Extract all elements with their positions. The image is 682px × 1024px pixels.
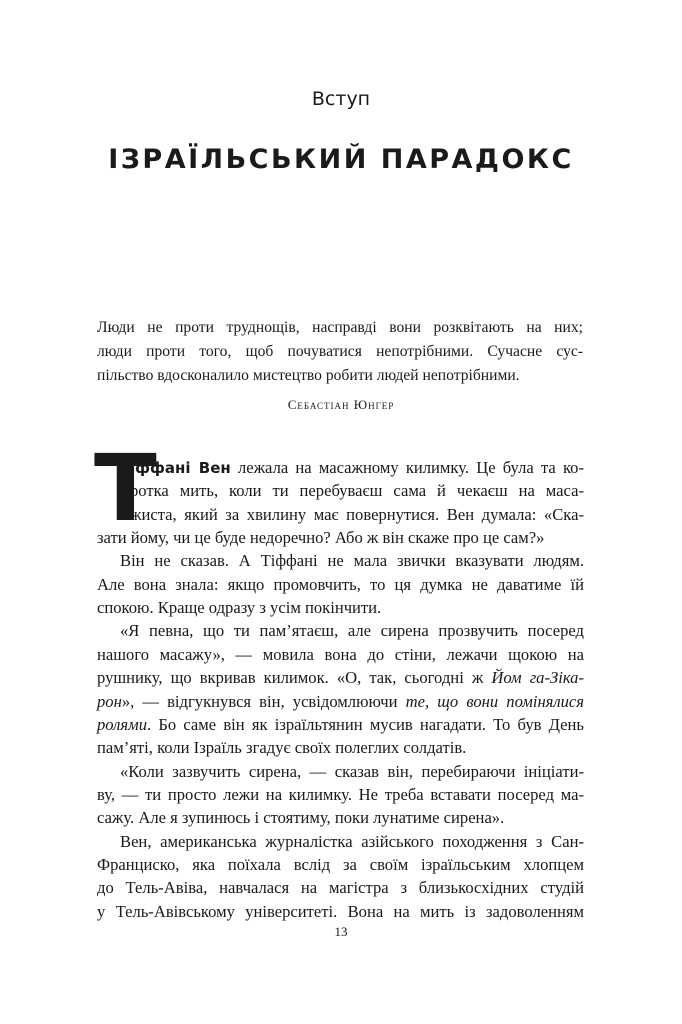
chapter-title: ІЗРАЇЛЬСЬКИЙ ПАРАДОКС xyxy=(108,144,574,175)
chapter-label: Вступ xyxy=(311,88,371,110)
body-line xyxy=(97,878,584,898)
body-line xyxy=(97,692,584,712)
text-segment: «Я певна, що ти пам’ятаєш, але сирена прозвучить посеред xyxy=(120,621,584,641)
body-line xyxy=(97,668,584,688)
epigraph-author: Себастіан Юнгер xyxy=(287,397,395,412)
text-segment: нашого масажу», — мовила вона до стіни, лежачи щокою на xyxy=(97,644,584,664)
body-line xyxy=(120,762,584,782)
body-line xyxy=(120,832,584,852)
italic-text: ролями xyxy=(97,714,148,734)
page-number: 13 xyxy=(334,924,348,939)
text-segment: до Тель-Авіва, навчалася на магістра з близькосхідних студій xyxy=(97,878,584,898)
text-segment: Франциско, яка поїхала вслід за своїм ізраїльським хлопцем xyxy=(97,854,584,874)
text-segment: сажу. Але я зупинюсь і стоятиму, поки лунатиме сирена». xyxy=(97,808,505,828)
text-segment: Але вона знала: якщо промовчить, то ця думка не даватиме їй xyxy=(97,574,584,594)
body-line xyxy=(130,505,584,525)
body-line xyxy=(97,808,504,828)
body-line xyxy=(97,598,381,618)
body-line xyxy=(97,902,584,922)
text-segment: Вен, американська журналістка азійського походження з Сан- xyxy=(120,831,584,851)
text-segment: лежала на масажному килимку. Це була та ко- xyxy=(230,458,584,477)
body-line xyxy=(97,715,584,735)
drop-cap: Т xyxy=(94,435,157,542)
epigraph-line: люди проти того, щоб почуватися непотрібними. Сучасне сус- xyxy=(97,343,583,360)
body-line xyxy=(97,855,584,875)
body-line xyxy=(97,645,584,665)
body-line xyxy=(120,621,584,641)
body-line xyxy=(97,738,466,758)
italic-text: рон xyxy=(97,691,122,711)
text-segment: », — відгукнувся він, усвідомлюючи xyxy=(121,691,406,711)
epigraph-line: пільство вдосконалило мистецтво робити людей непотрібними. xyxy=(97,367,520,384)
epigraph-line: Люди не проти труднощів, насправді вони розквітають на них; xyxy=(97,319,583,336)
text-segment: ву, — ти просто лежи на килимку. Не треба вставати посеред ма- xyxy=(97,784,584,804)
body-line xyxy=(130,481,584,501)
body-line xyxy=(97,785,584,805)
text-segment: Він не сказав. А Тіффані не мала звички вказувати людям. xyxy=(120,551,584,571)
text-segment: пам’яті, коли Ізраїль згадує своїх полеглих солдатів. xyxy=(97,738,467,758)
text-segment: спокою. Краще одразу з усім покінчити. xyxy=(97,598,382,618)
italic-text: Йом га-Зіка- xyxy=(491,668,584,688)
text-segment: зати йому, чи це буде недоречно? Або ж він скаже про це сам?» xyxy=(97,528,545,548)
body-line xyxy=(120,551,584,571)
body-line xyxy=(130,458,584,478)
body-line xyxy=(97,528,544,548)
bold-text: іффані Вен xyxy=(130,459,231,477)
text-segment: . Бо саме він як ізраїльтянин мусив нагадати. То був День xyxy=(147,714,584,734)
text-segment: жиста, який за хвилину має повернутися. Вен думала: «Ска- xyxy=(130,504,584,524)
text-segment: рушнику, що вкривав килимок. «О, так, сьогодні ж xyxy=(97,668,492,688)
text-segment: «Коли зазвучить сирена, — сказав він, перебираючи ініціати- xyxy=(120,761,584,781)
italic-text: те, що вони помінялися xyxy=(405,691,584,711)
body-line xyxy=(97,575,584,595)
text-segment: ротка мить, коли ти перебуваєш сама й чекаєш на маса- xyxy=(130,481,584,501)
text-segment: у Тель-Авівському університеті. Вона на мить із задоволенням xyxy=(97,901,584,921)
